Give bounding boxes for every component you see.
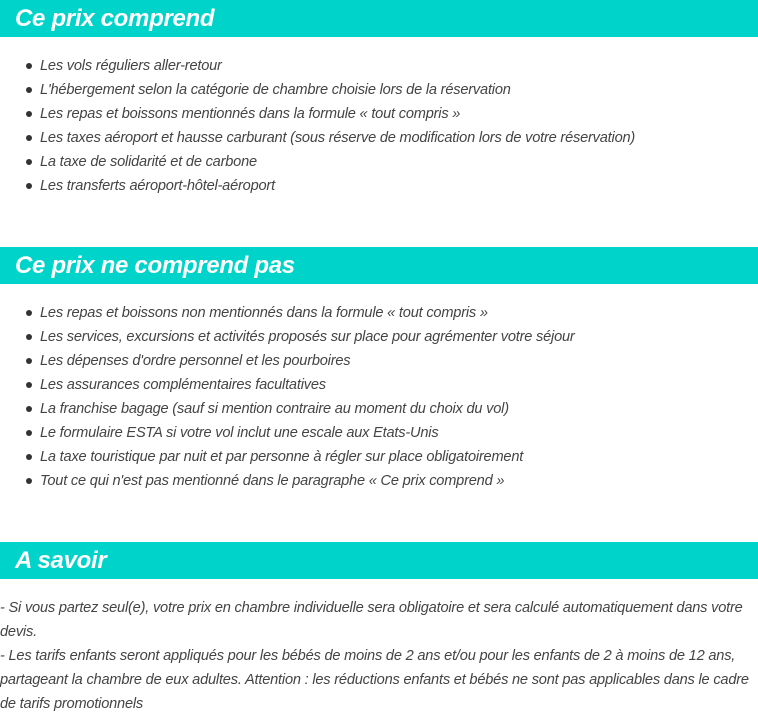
bullet-icon (26, 454, 32, 460)
good-to-know-text (0, 596, 758, 716)
list-item (0, 54, 635, 78)
list-item (0, 78, 635, 102)
list-item (0, 349, 575, 373)
list-item-text: Les services, excursions et activités proposés sur place pour agrémenter votre séjour (40, 329, 575, 345)
not-included-list (0, 301, 575, 493)
list-item-text: Tout ce qui n'est pas mentionné dans le paragraphe « Ce prix comprend » (40, 473, 505, 489)
bullet-icon (26, 358, 32, 364)
list-item-text: La franchise bagage (sauf si mention contraire au moment du choix du vol) (40, 401, 509, 417)
bullet-icon (26, 430, 32, 436)
good-to-know-section-title: A savoir (15, 547, 107, 574)
bullet-icon (26, 111, 32, 117)
included-list (0, 54, 635, 198)
bullet-icon (26, 406, 32, 412)
good-to-know-section-header (0, 542, 758, 579)
list-item-text: Les repas et boissons non mentionnés dans la formule « tout compris » (40, 305, 488, 321)
included-section-title: Ce prix comprend (15, 5, 215, 32)
list-item-text: Les dépenses d'ordre personnel et les pourboires (40, 353, 351, 369)
bullet-icon (26, 159, 32, 165)
list-item-text: Le formulaire ESTA si votre vol inclut une escale aux Etats-Unis (40, 425, 439, 441)
list-item-text: Les transferts aéroport-hôtel-aéroport (40, 178, 275, 194)
list-item-text: La taxe de solidarité et de carbone (40, 154, 257, 170)
bullet-icon (26, 183, 32, 189)
bullet-icon (26, 334, 32, 340)
list-item (0, 469, 575, 493)
list-item-text: Les repas et boissons mentionnés dans la formule « tout compris » (40, 106, 461, 122)
list-item (0, 301, 575, 325)
not-included-section-title: Ce prix ne comprend pas (15, 252, 295, 279)
not-included-section-header (0, 247, 758, 284)
list-item-text: La taxe touristique par nuit et par personne à régler sur place obligatoirement (40, 449, 524, 465)
list-item (0, 397, 575, 421)
list-item (0, 150, 635, 174)
info-paragraph-single-room: - Si vous partez seul(e), votre prix en chambre individuelle sera obligatoire et sera calculé automatiquement dans votre devis. (0, 600, 743, 640)
bullet-icon (26, 135, 32, 141)
list-item-text: Les assurances complémentaires facultatives (40, 377, 326, 393)
list-item (0, 373, 575, 397)
list-item (0, 102, 635, 126)
list-item (0, 325, 575, 349)
bullet-icon (26, 63, 32, 69)
list-item-text: Les vols réguliers aller-retour (40, 58, 222, 74)
bullet-icon (26, 478, 32, 484)
info-paragraph-child-rates: - Les tarifs enfants seront appliqués pour les bébés de moins de 2 ans et/ou pour les enfants de 2 à moins de 12 ans, partageant la chambre de eux adultes. Attention : les réductions enfants et bébés ne sont pas applicables dans le cadre de tarifs promotionnels (0, 648, 749, 712)
list-item (0, 445, 575, 469)
bullet-icon (26, 382, 32, 388)
list-item-text: L'hébergement selon la catégorie de chambre choisie lors de la réservation (40, 82, 511, 98)
bullet-icon (26, 87, 32, 93)
list-item (0, 126, 635, 150)
included-section-header (0, 0, 758, 37)
list-item-text: Les taxes aéroport et hausse carburant (sous réserve de modification lors de votre réservation) (40, 130, 636, 146)
list-item (0, 421, 575, 445)
bullet-icon (26, 310, 32, 316)
list-item (0, 174, 635, 198)
